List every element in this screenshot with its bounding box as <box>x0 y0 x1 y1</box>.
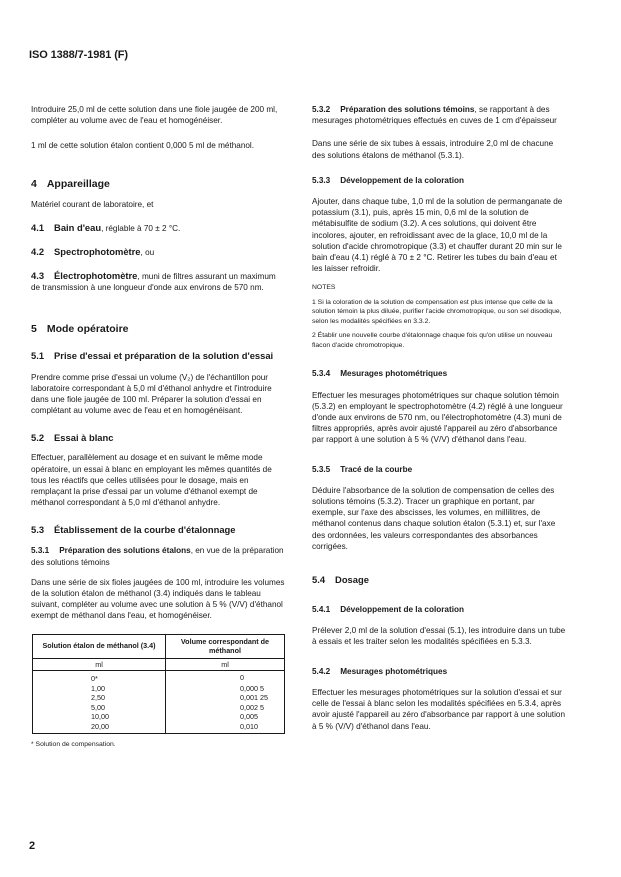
paragraph: Prélever 2,0 ml de la solution d'essai (5.1), les introduire dans un tube à essais et les traiter selon les modalités spécifiées en 5.3.3. <box>312 626 566 647</box>
subsection-heading: 5.3.3 Développement de la coloration <box>312 175 464 185</box>
clause-5-3-2: 5.3.2 Préparation des solutions témoins, se rapportant à des mesurages photométriques effectués en cuves de 1 cm d'épaisseur <box>312 105 557 126</box>
table-header: Volume correspondant de méthanol <box>166 634 285 658</box>
subsection-heading: 5.4.2 Mesurages photométriques <box>312 666 448 676</box>
document-header: ISO 1388/7-1981 (F) <box>29 49 128 61</box>
page-number: 2 <box>29 840 36 852</box>
notes-title: NOTES <box>312 284 336 292</box>
paragraph: Ajouter, dans chaque tube, 1,0 ml de la solution de permanganate de potassium (3.1), puis, après 15 min, 0,6 ml de la solution de métabisulfite de sodium (3.2). A ces solutions, qui doivent être incolores, ajouter, en refroidissant avec de la glace, 10,0 ml de la solution d'acide chromotropique (3.3) et chauffer durant 20 min sur le bain d'eau (4.1) réglé à 70 ± 2 °C. Retirer les tubes du bain d'eau et les laisser refroidir. <box>312 197 563 274</box>
section-heading: 4 Appareillage <box>31 177 110 190</box>
left-column <box>31 104 287 750</box>
table-unit: ml <box>166 658 285 671</box>
paragraph: Déduire l'absorbance de la solution de compensation de celles des solutions témoins (5.3.2). Tracer un graphique en portant, par exemple, sur l'axe des abscisses, les volumes, en millilitres, de méthanol contenus dans chaque solution étalon (5.3.1) et, sur l'axe des ordonnées, les valeurs correspondantes des absorbances corrigées. <box>312 485 556 551</box>
paragraph: Dans une série de six fioles jaugées de 100 ml, introduire les volumes de la solution étalon de méthanol (3.4) indiqués dans le tableau suivant, compléter au volume avec une solution à 5 % (V/V) d'éthanol exempt de méthanol dans l'eau, et homogénéiser. <box>31 577 285 621</box>
table-row: 0* 0 <box>33 671 285 684</box>
table-unit: ml <box>33 658 166 671</box>
table-row: 20,00 0,010 <box>33 722 285 734</box>
paragraph: Matériel courant de laboratoire, et <box>31 199 154 209</box>
table-row: 5,00 0,002 5 <box>33 703 285 713</box>
table-header: Solution étalon de méthanol (3.4) <box>33 634 166 658</box>
table-row: 2,50 0,001 25 <box>33 693 285 703</box>
clause-4-2: 4.2 Spectrophotomètre, ou <box>31 246 155 258</box>
paragraph: Effectuer les mesurages photométriques sur chaque solution témoin (5.3.2) en employant le spectrophotomètre (4.2) réglé à une longueur d'onde aux environs de 570 nm, ou l'électrophotomètre (4.3) muni de filtres appropriés, après avoir ajusté l'appareil au zéro d'absorbance par rapport à une solution à 5 % (V/V) d'éthanol dans l'eau. <box>312 390 563 445</box>
table-row: 1,00 0,000 5 <box>33 684 285 694</box>
paragraph: 1 ml de cette solution étalon contient 0,000 5 ml de méthanol. <box>31 141 255 151</box>
subsection-heading: 5.3 Établissement de la courbe d'étalonnage <box>31 524 236 536</box>
paragraph: Dans une série de six tubes à essais, introduire 2,0 ml de chacune des solutions étalons de méthanol (5.3.1). <box>312 139 554 160</box>
note: 2 Établir une nouvelle courbe d'étalonnage chaque fois qu'on utilise un nouveau flacon d'acide chromotropique. <box>312 332 553 349</box>
paragraph: Introduire 25,0 ml de cette solution dans une fiole jaugée de 200 ml, compléter au volume avec de l'eau et homogénéiser. <box>31 105 278 126</box>
table-footnote: * Solution de compensation. <box>31 741 116 749</box>
subsection-heading: 5.1 Prise d'essai et préparation de la solution d'essai <box>31 349 274 361</box>
right-column <box>312 104 568 732</box>
clause-4-1: 4.1 Bain d'eau, réglable à 70 ± 2 °C. <box>31 221 181 233</box>
clause-4-3: 4.3 Électrophotomètre, muni de filtres assurant un maximum de transmission à une longueur d'onde aux environs de 570 nm. <box>31 270 276 293</box>
subsection-heading: 5.3.4 Mesurages photométriques <box>312 369 448 379</box>
paragraph: Effectuer les mesurages photométriques sur la solution d'essai et sur celle de l'essai à blanc selon les modalités spécifiées en 5.3.4, après avoir ajusté l'appareil au zéro d'absorbance par rapport à une solution à 5 % (V/V) d'éthanol dans l'eau. <box>312 687 566 731</box>
table-row: 10,00 0,005 <box>33 712 285 722</box>
clause-5-3-1: 5.3.1 Préparation des solutions étalons, en vue de la préparation des solutions témoins <box>31 546 284 567</box>
standard-solutions-table <box>32 634 285 735</box>
subsection-heading: 5.4 Dosage <box>312 574 369 586</box>
section-heading: 5 Mode opératoire <box>31 322 129 335</box>
note: 1 Si la coloration de la solution de compensation est plus intense que celle de la solution témoin la plus diluée, purifier l'acide chromotropique, ou son sel disodique, selon les modalités spécifiées en 3.3.2. <box>312 298 562 325</box>
paragraph: Prendre comme prise d'essai un volume (V₂) de l'échantillon pour laboratoire correspondant à 5,0 ml d'éthanol anhydre et l'introduire dans une fiole jaugée de 100 ml. Préparer la solution d'essai en complétant au volume avec de l'eau et en homogénéisant. <box>31 372 272 416</box>
subsection-heading: 5.3.5 Tracé de la courbe <box>312 464 413 474</box>
paragraph: Effectuer, parallèlement au dosage et en suivant le même mode opératoire, un essai à blanc en employant les mêmes quantités de tous les réactifs que celles utilisées pour le dosage, mais en remplaçant la prise d'essai par un volume d'éthanol exempt de méthanol correspondant à 5,0 ml d'éthanol anhydre. <box>31 453 272 508</box>
subsection-heading: 5.2 Essai à blanc <box>31 432 114 444</box>
subsection-heading: 5.4.1 Développement de la coloration <box>312 605 464 615</box>
